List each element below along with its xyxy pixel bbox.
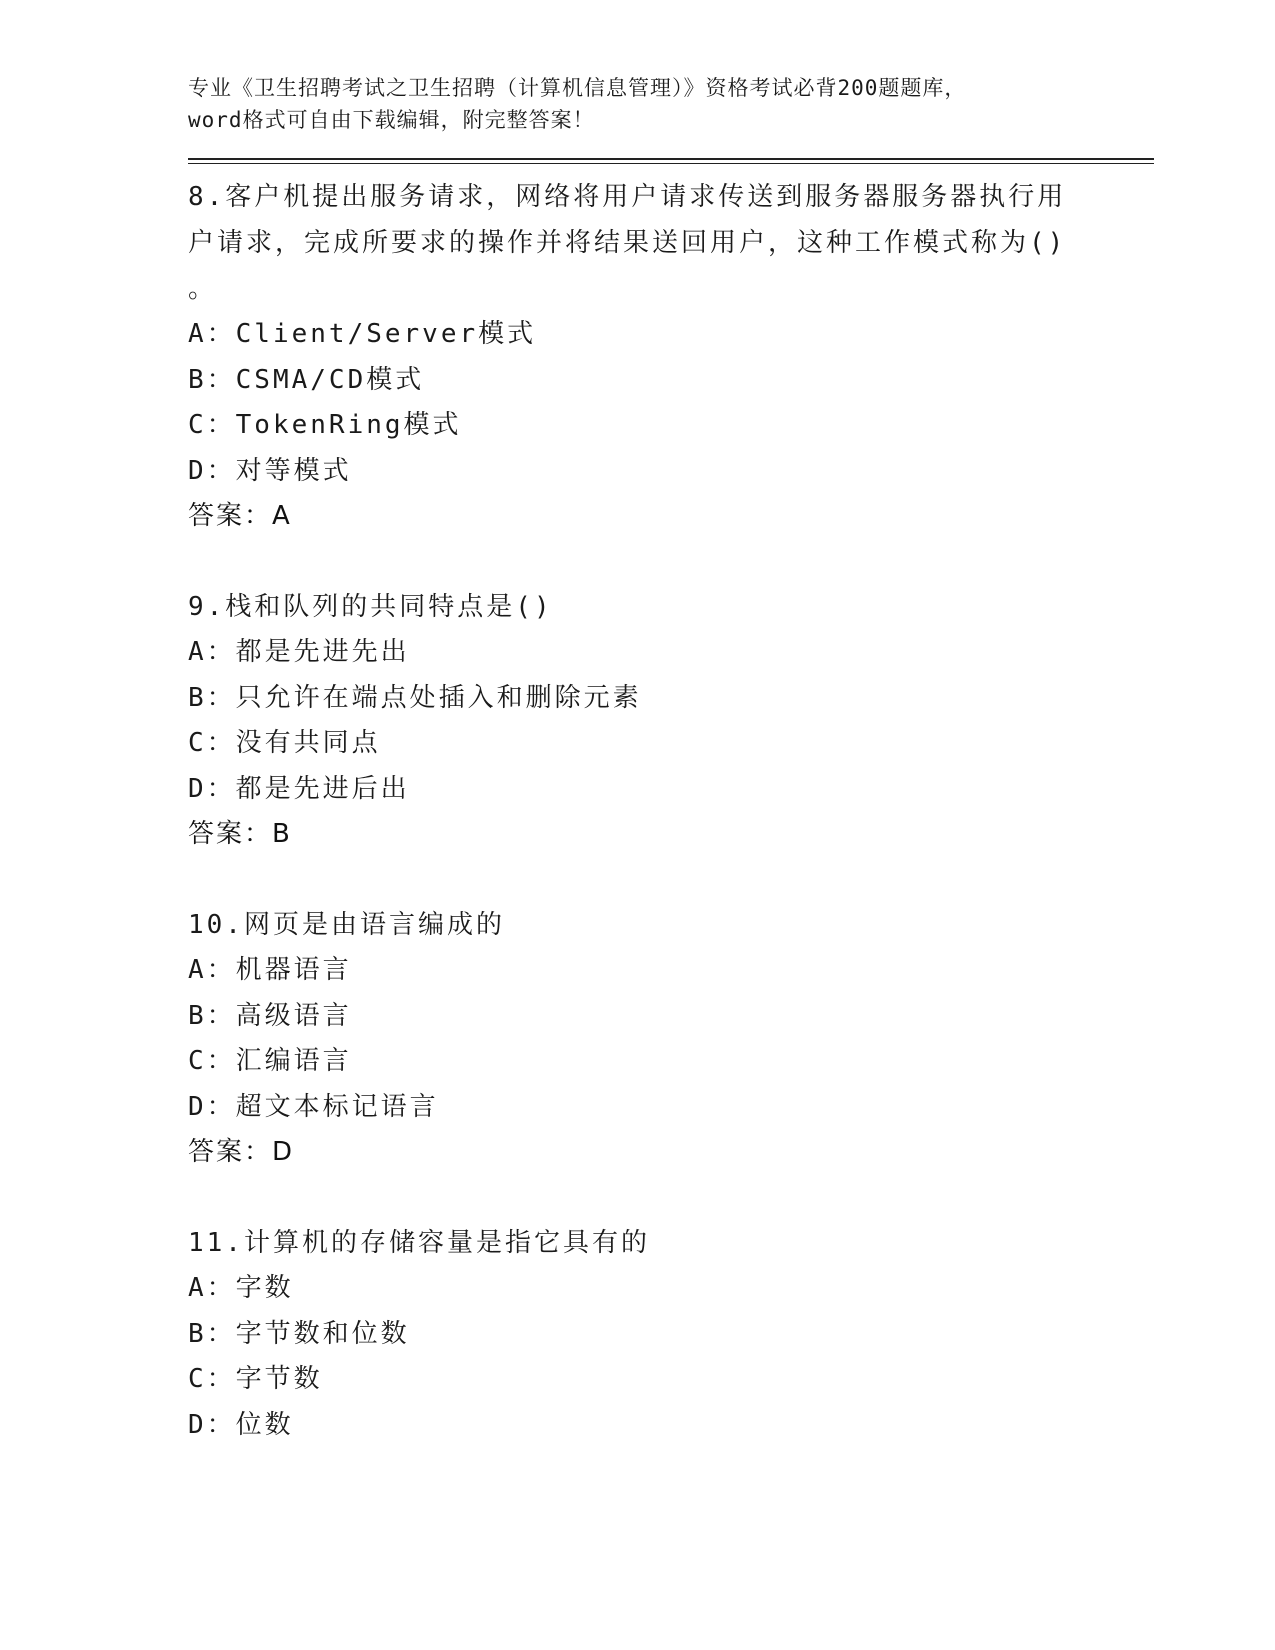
document-header (188, 72, 1158, 136)
spacer (188, 857, 1158, 902)
option-d: D：超文本标记语言 (188, 1091, 439, 1122)
option-c: C：字节数 (188, 1364, 323, 1394)
option-b: B：高级语言 (188, 1000, 352, 1031)
document-page (188, 72, 1158, 1448)
option-a: A：字数 (188, 1273, 294, 1303)
option-b: B：CSMA/CD模式 (188, 364, 425, 395)
option-b: B：只允许在端点处插入和删除元素 (188, 682, 642, 713)
option-d: D：对等模式 (188, 455, 352, 486)
option-a: A：Client/Server模式 (188, 319, 537, 349)
option-d: D：位数 (188, 1409, 294, 1440)
option-a: A：都是先进先出 (188, 637, 410, 667)
answer-line: 答案：B (188, 819, 292, 849)
question-text: 。 (188, 274, 218, 304)
spacer (188, 1175, 1158, 1220)
option-c: C：汇编语言 (188, 1046, 352, 1076)
option-d: D：都是先进后出 (188, 773, 410, 804)
question-text: 11.计算机的存储容量是指它具有的 (188, 1228, 650, 1258)
question-item (188, 1220, 1158, 1448)
question-list (188, 174, 1158, 1448)
question-text: 8.客户机提出服务请求，网络将用户请求传送到服务器服务器执行用 (188, 182, 1067, 212)
option-a: A：机器语言 (188, 955, 352, 985)
question-text: 户请求，完成所要求的操作并将结果送回用户，这种工作模式称为() (188, 228, 1067, 258)
option-b: B：字节数和位数 (188, 1318, 410, 1349)
question-item (188, 174, 1158, 539)
answer-line: 答案：D (188, 1137, 295, 1167)
option-c: C：没有共同点 (188, 728, 381, 758)
question-text: 10.网页是由语言编成的 (188, 910, 505, 940)
question-item (188, 584, 1158, 857)
header-line-2: word格式可自由下载编辑，附完整答案！ (188, 108, 595, 132)
header-divider (188, 158, 1154, 164)
question-item (188, 902, 1158, 1175)
spacer (188, 539, 1158, 584)
option-c: C：TokenRing模式 (188, 410, 462, 440)
answer-line: 答案：A (188, 501, 292, 531)
header-line-1: 专业《卫生招聘考试之卫生招聘（计算机信息管理）》资格考试必背200题题库， (188, 76, 967, 100)
question-text: 9.栈和队列的共同特点是() (188, 592, 553, 622)
